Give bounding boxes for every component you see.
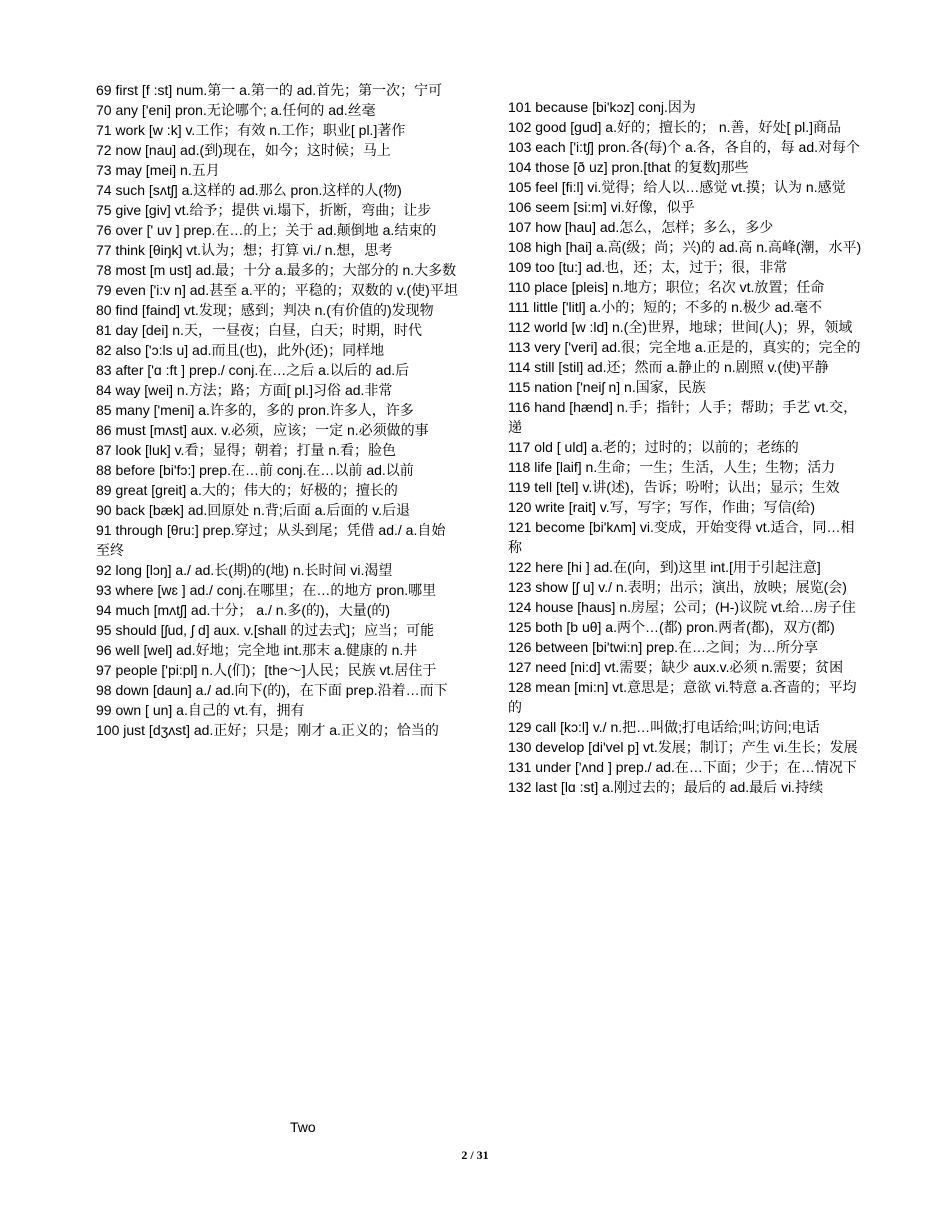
vocabulary-entry: 84 way [wei] n.方法；路；方面[ pl.]习俗 ad.非常 [96,382,393,398]
vocabulary-entry: 100 just [dʒʌst] ad.正好；只是；刚才 a.正义的；恰当的 [96,722,439,738]
vocabulary-entry: 80 find [faind] vt.发现；感到；判决 n.(有价值的)发现物 [96,302,434,318]
vocabulary-entry: 106 seem [si:m] vi.好像，似乎 [508,199,695,215]
footer-word: Two [290,1119,316,1135]
vocabulary-entry: 70 any ['eni] pron.无论哪个; a.任何的 ad.丝毫 [96,102,376,118]
vocabulary-entry: 121 become [bi'kʌm] vi.变成，开始变得 vt.适合，同…相称 [508,519,855,555]
vocabulary-entry: 91 through [θru:] prep.穿过；从头到尾；凭借 ad./ a.自始至终 [96,522,446,558]
vocabulary-entry: 76 over [' uv ] prep.在…的上；关于 ad.颠倒地 a.结束的 [96,222,437,238]
vocabulary-entry: 110 place [pleis] n.地方；职位；名次 vt.放置；任命 [508,279,825,295]
vocabulary-entry: 115 nation ['neiʃ n] n.国家，民族 [508,379,706,395]
vocabulary-entry: 126 between [bi'twi:n] prep.在…之间；为…所分享 [508,639,819,655]
vocabulary-entry: 128 mean [mi:n] vt.意思是；意欲 vi.特意 a.吝啬的；平均的 [508,679,857,715]
vocabulary-entry: 92 long [lɔŋ] a./ ad.长(期)的(地) n.长时间 vi.渴望 [96,562,393,578]
vocabulary-entry: 124 house [haus] n.房屋；公司；(H-)议院 vt.给…房子住 [508,599,856,615]
vocabulary-entry: 123 show [ʃ u] v./ n.表明；出示；演出，放映；展览(会) [508,579,847,595]
vocabulary-entry: 79 even ['i:v n] ad.甚至 a.平的；平稳的；双数的 v.(使)平坦 [96,282,458,298]
vocabulary-entry: 101 because [bi'kɔz] conj.因为 [508,99,696,115]
page-number: 2 / 31 [461,1148,489,1162]
vocabulary-entry: 104 those [ð uz] pron.[that 的复数]那些 [508,159,749,175]
vocabulary-entry: 93 where [wɛ ] ad./ conj.在哪里；在…的地方 pron.哪里 [96,582,437,598]
vocabulary-entry: 78 most [m ust] ad.最；十分 a.最多的；大部分的 n.大多数 [96,262,457,278]
vocabulary-entry: 102 good [gud] a.好的；擅长的； n.善，好处[ pl.]商品 [508,119,842,135]
vocabulary-entry: 111 little ['litl] a.小的；短的；不多的 n.极少 ad.毫不 [508,299,823,315]
vocabulary-entry: 125 both [b uθ] a.两个…(都) pron.两者(都)，双方(都) [508,619,835,635]
vocabulary-entry: 95 should [ʃud, ʃ d] aux. v.[shall 的过去式]；应当；可能 [96,622,435,638]
vocabulary-entry: 108 high [hai] a.高(级；尚；兴)的 ad.高 n.高峰(潮，水平) [508,239,862,255]
vocabulary-entry: 87 look [luk] v.看；显得；朝着；打量 n.看；脸色 [96,442,397,458]
vocabulary-entry: 98 down [daun] a./ ad.向下(的)，在下面 prep.沿着…而下 [96,682,448,698]
vocabulary-entry: 89 great [greit] a.大的；伟大的；好极的；擅长的 [96,482,398,498]
vocabulary-entry: 90 back [bæk] ad.回原处 n.背;后面 a.后面的 v.后退 [96,502,411,518]
vocabulary-entry: 118 life [laif] n.生命；一生；生活，人生；生物；活力 [508,459,836,475]
vocabulary-entry: 131 under ['ʌnd ] prep./ ad.在…下面；少于；在…情况下 [508,759,857,775]
vocabulary-entry: 85 many ['meni] a.许多的，多的 pron.许多人，许多 [96,402,414,418]
vocabulary-entry: 77 think [θiŋk] vt.认为；想；打算 vi./ n.想，思考 [96,242,393,258]
vocabulary-entry: 120 write [rait] v.写，写字；写作，作曲；写信(给) [508,499,815,515]
vocabulary-entry: 113 very ['veri] ad.很；完全地 a.正是的，真实的；完全的 [508,339,861,355]
vocabulary-entry: 69 first [f :st] num.第一 a.第一的 ad.首先；第一次；宁可 [96,82,443,98]
vocabulary-entry: 105 feel [fi:l] vi.觉得；给人以…感觉 vt.摸；认为 n.感觉 [508,179,846,195]
vocabulary-entry: 74 such [sʌtʃ] a.这样的 ad.那么 pron.这样的人(物) [96,182,402,198]
vocabulary-entry: 116 hand [hænd] n.手；指针；人手；帮助；手艺 vt.交，递 [508,399,858,435]
vocabulary-entry: 88 before [bi'fɔ:] prep.在…前 conj.在…以前 ad.以前 [96,462,414,478]
vocabulary-entry: 94 much [mʌtʃ] ad.十分； a./ n.多(的)，大量(的) [96,602,391,618]
vocabulary-entry: 71 work [w :k] v.工作；有效 n.工作；职业[ pl.]著作 [96,122,406,138]
vocabulary-entry: 107 how [hau] ad.怎么，怎样；多么，多少 [508,219,774,235]
vocabulary-entry: 112 world [w :ld] n.(全)世界，地球；世间(人)；界，领域 [508,319,853,335]
vocabulary-entry: 132 last [lɑ :st] a.刚过去的；最后的 ad.最后 vi.持续 [508,779,824,795]
vocabulary-entry: 73 may [mei] n.五月 [96,162,220,178]
vocabulary-entry: 72 now [nau] ad.(到)现在，如今；这时候；马上 [96,142,391,158]
vocabulary-entry: 114 still [stil] ad.还；然而 a.静止的 n.剧照 v.(使)平静 [508,359,829,375]
vocabulary-entry: 99 own [ un] a.自己的 vt.有，拥有 [96,702,305,718]
vocabulary-column-right [508,97,866,797]
vocabulary-entry: 75 give [giv] vt.给予；提供 vi.塌下，折断，弯曲；让步 [96,202,432,218]
vocabulary-entry: 129 call [kɔ:l] v./ n.把…叫做;打电话给;叫;访问;电话 [508,719,820,735]
vocabulary-entry: 117 old [ uld] a.老的；过时的；以前的；老练的 [508,439,799,455]
vocabulary-entry: 109 too [tu:] ad.也，还；太，过于；很，非常 [508,259,788,275]
vocabulary-entry: 127 need [ni:d] vt.需要；缺少 aux.v.必须 n.需要；贫困 [508,659,844,675]
vocabulary-entry: 83 after ['ɑ :ft ] prep./ conj.在…之后 a.以后的 ad.后 [96,362,410,378]
vocabulary-column-left [96,80,458,740]
vocabulary-entry: 119 tell [tel] v.讲(述)，告诉；吩咐；认出；显示；生效 [508,479,840,495]
vocabulary-entry: 81 day [dei] n.天，一昼夜；白昼，白天；时期，时代 [96,322,422,338]
vocabulary-entry: 86 must [mʌst] aux. v.必须，应该；一定 n.必须做的事 [96,422,429,438]
vocabulary-entry: 97 people ['pi:pl] n.人(们)；[the～]人民；民族 vt.居住于 [96,662,437,678]
vocabulary-entry: 122 here [hi ] ad.在(向，到)这里 int.[用于引起注意] [508,559,821,575]
vocabulary-entry: 96 well [wel] ad.好地；完全地 int.那末 a.健康的 n.井 [96,642,418,658]
vocabulary-entry: 82 also ['ɔ:ls u] ad.而且(也)，此外(还)；同样地 [96,342,385,358]
vocabulary-entry: 103 each ['i:tʃ] pron.各(每)个 a.各，各自的，每 ad.对每个 [508,139,860,155]
vocabulary-entry: 130 develop [di'vel p] vt.发展；制订；产生 vi.生长；发展 [508,739,858,755]
